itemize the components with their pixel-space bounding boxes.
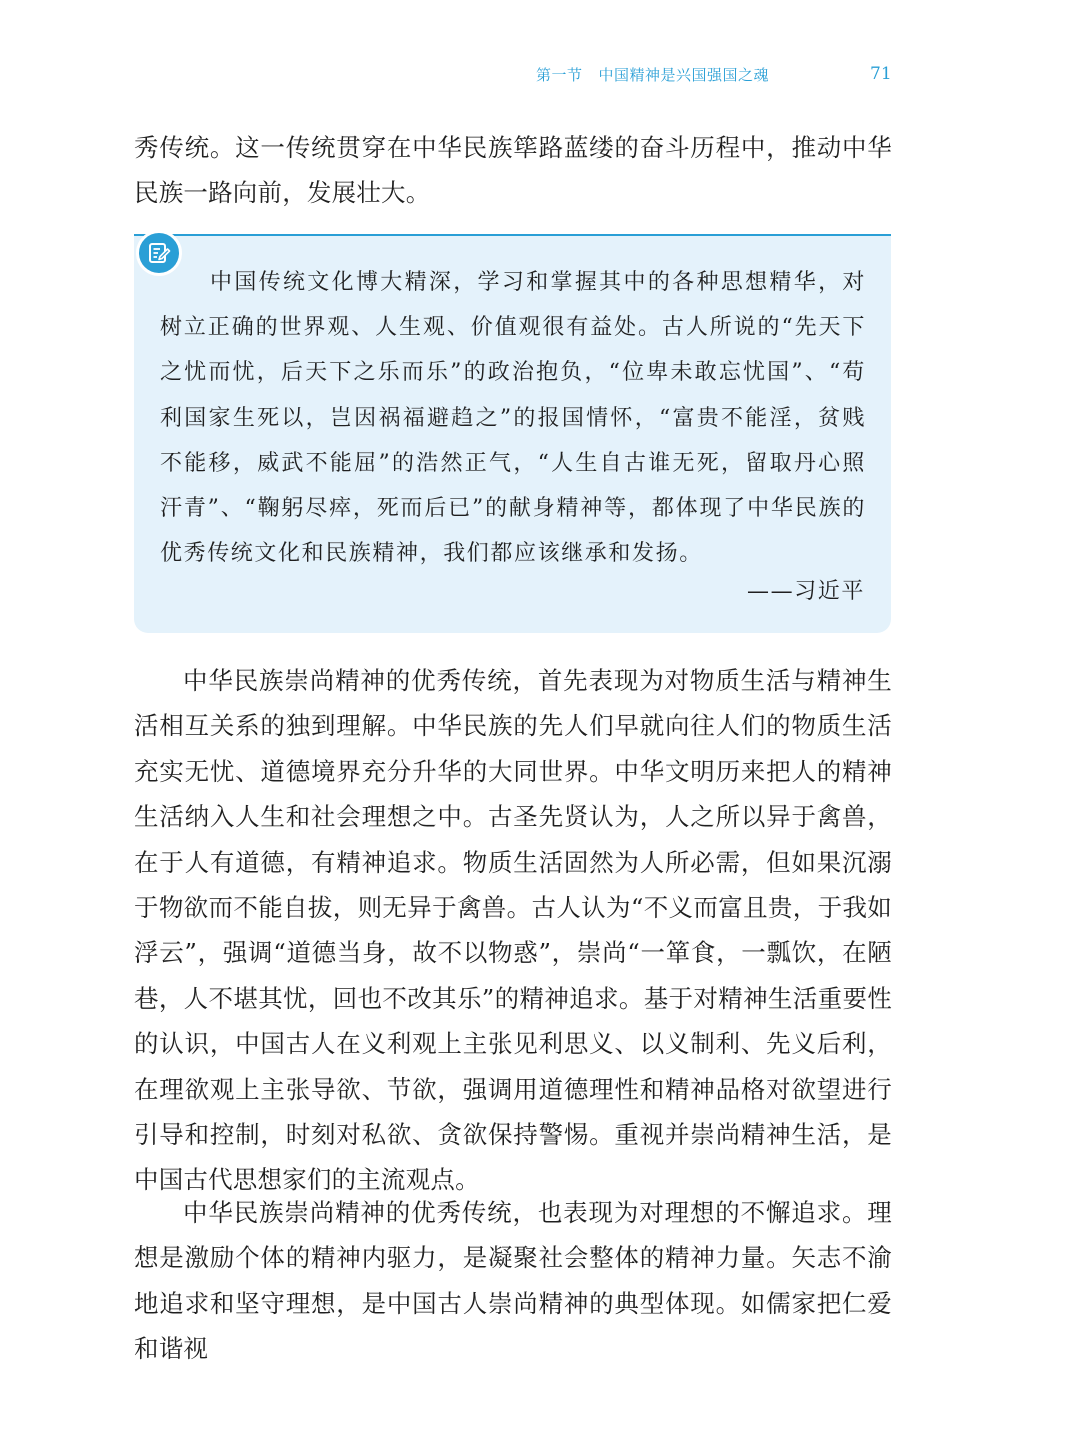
running-header: [0, 62, 1070, 92]
page-number: 71: [870, 64, 892, 84]
paragraph-ideals: 中华民族崇尚精神的优秀传统，也表现为对理想的不懈追求。理想是激励个体的精神内驱力，是凝聚社会整体的精神力量。矢志不渝地追求和坚守理想，是中国古人崇尚精神的典型体现。如儒家把仁爱和谐视: [134, 1198, 892, 1364]
quote-text: 中国传统文化博大精深，学习和掌握其中的各种思想精华，对树立正确的世界观、人生观、价值观很有益处。古人所说的“先天下之忧而忧，后天下之乐而乐”的政治抱负，“位卑未敢忘忧国”、“苟利国家生死以，岂因祸福避趋之”的报国情怀，“富贵不能淫，贫贱不能移，威武不能屈”的浩然正气，“人生自古谁无死，留取丹心照汗青”、“鞠躬尽瘁，死而后已”的献身精神等，都体现了中华民族的优秀传统文化和民族精神，我们都应该继承和发扬。: [160, 270, 866, 567]
paragraph-material-spiritual: 中华民族崇尚精神的优秀传统，首先表现为对物质生活与精神生活相互关系的独到理解。中华民族的先人们早就向往人们的物质生活充实无忧、道德境界充分升华的大同世界。中华文明历来把人的精神生活纳入人生和社会理想之中。古圣先贤认为，人之所以异于禽兽，在于人有道德，有精神追求。物质生活固然为人所必需，但如果沉溺于物欲而不能自拔，则无异于禽兽。古人认为“不义而富且贵，于我如浮云”，强调“道德当身，故不以物惑”，崇尚“一箪食，一瓢饮，在陋巷，人不堪其忧，回也不改其乐”的精神追求。基于对精神生活重要性的认识，中国古人在义利观上主张见利思义、以义制利、先义后利，在理欲观上主张导欲、节欲，强调用道德理性和精神品格对欲望进行引导和控制，时刻对私欲、贪欲保持警惕。重视并崇尚精神生活，是中国古代思想家们的主流观点。: [134, 666, 892, 1195]
quote-author: ——习近平: [746, 579, 865, 604]
paragraph-continuation: 秀传统。这一传统贯穿在中华民族筚路蓝缕的奋斗历程中，推动中华民族一路向前，发展壮大。: [134, 133, 892, 208]
section-label: 第一节: [536, 66, 583, 84]
quote-box: [134, 234, 891, 633]
chapter-heading: [536, 64, 769, 85]
section-title: 中国精神是兴国强国之魂: [598, 66, 770, 84]
quote-divider: [134, 234, 891, 236]
